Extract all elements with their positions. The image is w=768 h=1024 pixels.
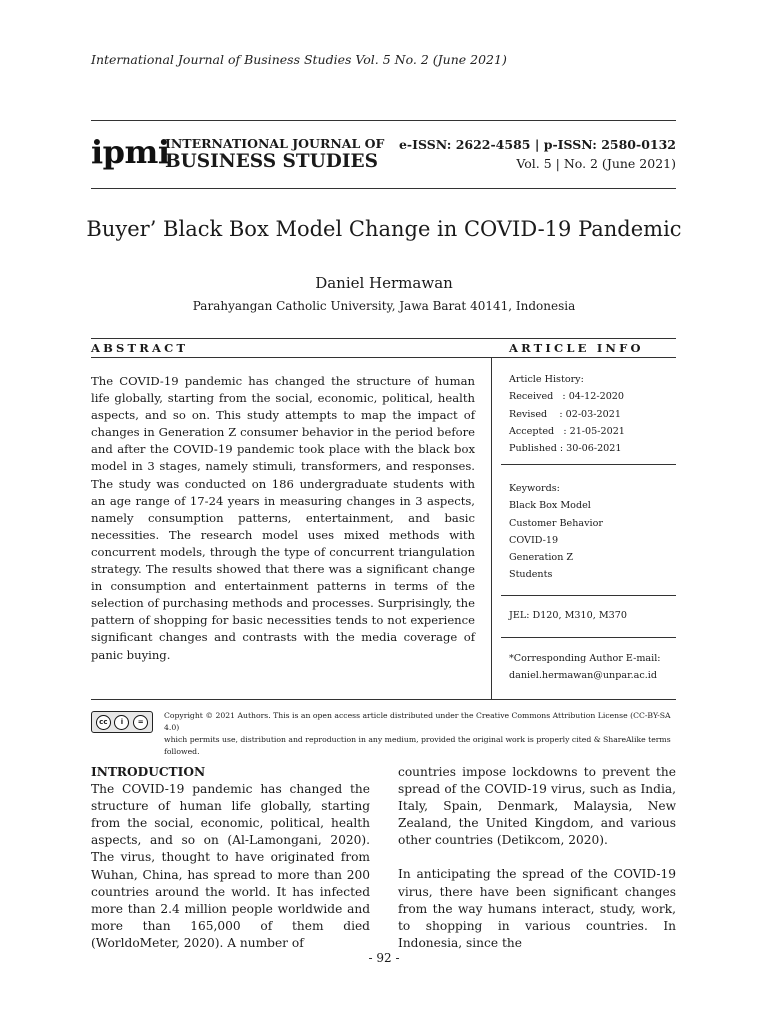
issn: e-ISSN: 2622-4585 | p-ISSN: 2580-0132 [398, 137, 676, 152]
introduction-heading: INTRODUCTION [91, 765, 206, 779]
abstract-bottom-rule [91, 699, 676, 700]
logo-text: ipmi [91, 133, 170, 171]
journal-name [165, 137, 384, 173]
paragraph: In anticipating the spread of the COVID-19 virus, there have been significant changes from the way humans interact, study, work, to shopping in various countries. In Indonesia, since the [398, 867, 676, 950]
journal-logo [91, 134, 170, 174]
keywords-block [509, 480, 603, 584]
intro-paragraph: The COVID-19 pandemic has changed the structure of human life globally, starting from the social, economic, political, health aspects, and so on (Al-Lamongani, 2020). The virus, thought to have originated from Wuhan, China, has spread to more than 200 countries around the world. It has infected more than 2.4 million people worldwide and more than 165,000 of them died (WorldoMeter, 2020). A number of [91, 782, 370, 950]
body-left-column [91, 764, 370, 952]
abstract-text: The COVID-19 pandemic has changed the structure of human life globally, starting from the social, economic, political, health aspects, and so on. This study attempts to map the impact of changes in Generation Z consumer behavior in the period before and after the COVID-19 pandemic took place with the black box model in 3 stages, namely stimuli, transformers, and responses. The study was conducted on 186 undergraduate students with an age range of 17-24 years in measuring changes in 3 aspects, namely consumption patterns, entertainment, and basic necessities. The research model uses mixed methods with concurrent models, through the type of concurrent triangulation strategy. The results showed that there was a significant change in consumption and entertainment patterns in terms of the selection of purchasing methods and processes. Surprisingly, the pattern of shopping for basic necessities tends to not experience significant changes and contrasts with the media coverage of panic buying. [91, 374, 475, 662]
info-rule-1 [501, 464, 676, 465]
abstract-heading: ABSTRACT [91, 341, 189, 355]
page-number: - 92 - [368, 951, 400, 965]
author-name: Daniel Hermawan [315, 274, 453, 292]
cc-by-sa-badge [91, 711, 153, 733]
history-label: Article History: [509, 374, 584, 385]
cc-icon: cc [96, 715, 111, 730]
keyword-item: Black Box Model [509, 500, 591, 512]
article-title: Buyer’ Black Box Model Change in COVID-19 Pandemic [86, 217, 682, 241]
body-right-column [398, 764, 676, 952]
license-line-1: Copyright © 2021 Authors. This is an open access article distributed under the Creative Commons Attribution License (CC-BY-SA 4.0) [164, 711, 671, 732]
top-rule [91, 120, 676, 121]
history-received: Received : 04-12-2020 [509, 391, 625, 403]
license-line-2: which permits use, distribution and reproduction in any medium, provided the original work is properly cited & ShareAlike terms followed. [164, 735, 671, 756]
sharealike-icon: = [133, 715, 148, 730]
corresponding-author [509, 650, 661, 685]
abstract-heading-rule [91, 357, 676, 358]
column-divider [491, 357, 492, 699]
abstract-top-rule [91, 338, 676, 339]
keyword-item: Generation Z [509, 552, 574, 564]
jel-codes: JEL: D120, M310, M370 [509, 610, 627, 621]
history-accepted: Accepted : 21-05-2021 [509, 425, 625, 437]
info-rule-3 [501, 637, 676, 638]
journal-name-line1: INTERNATIONAL JOURNAL OF [165, 136, 385, 151]
attribution-icon: i [114, 715, 129, 730]
volume-info: Vol. 5 | No. 2 (June 2021) [516, 156, 676, 171]
history-published: Published : 30-06-2021 [509, 443, 622, 455]
keywords-label: Keywords: [509, 483, 560, 494]
corresponding-email: daniel.hermawan@unpar.ac.id [509, 670, 658, 682]
keyword-item: COVID-19 [509, 534, 559, 546]
paragraph: countries impose lockdowns to prevent the spread of the COVID-19 virus, such as India, Italy, Spain, Denmark, Malaysia, New Zealand, the United Kingdom, and various other countries (Detikcom, 2020). [398, 765, 676, 848]
article-history [509, 371, 625, 457]
history-revised: Revised : 02-03-2021 [509, 408, 621, 420]
corresponding-label: *Corresponding Author E-mail: [509, 653, 661, 664]
keyword-item: Customer Behavior [509, 517, 603, 529]
affiliation: Parahyangan Catholic University, Jawa Barat 40141, Indonesia [192, 299, 576, 313]
article-info-heading: ARTICLE INFO [509, 341, 644, 355]
header-rule [91, 188, 676, 189]
journal-name-line2: BUSINESS STUDIES [165, 151, 378, 172]
keyword-item: Students [509, 569, 553, 581]
info-rule-2 [501, 595, 676, 596]
license-text [164, 710, 676, 758]
running-header: International Journal of Business Studies Vol. 5 No. 2 (June 2021) [91, 52, 507, 67]
